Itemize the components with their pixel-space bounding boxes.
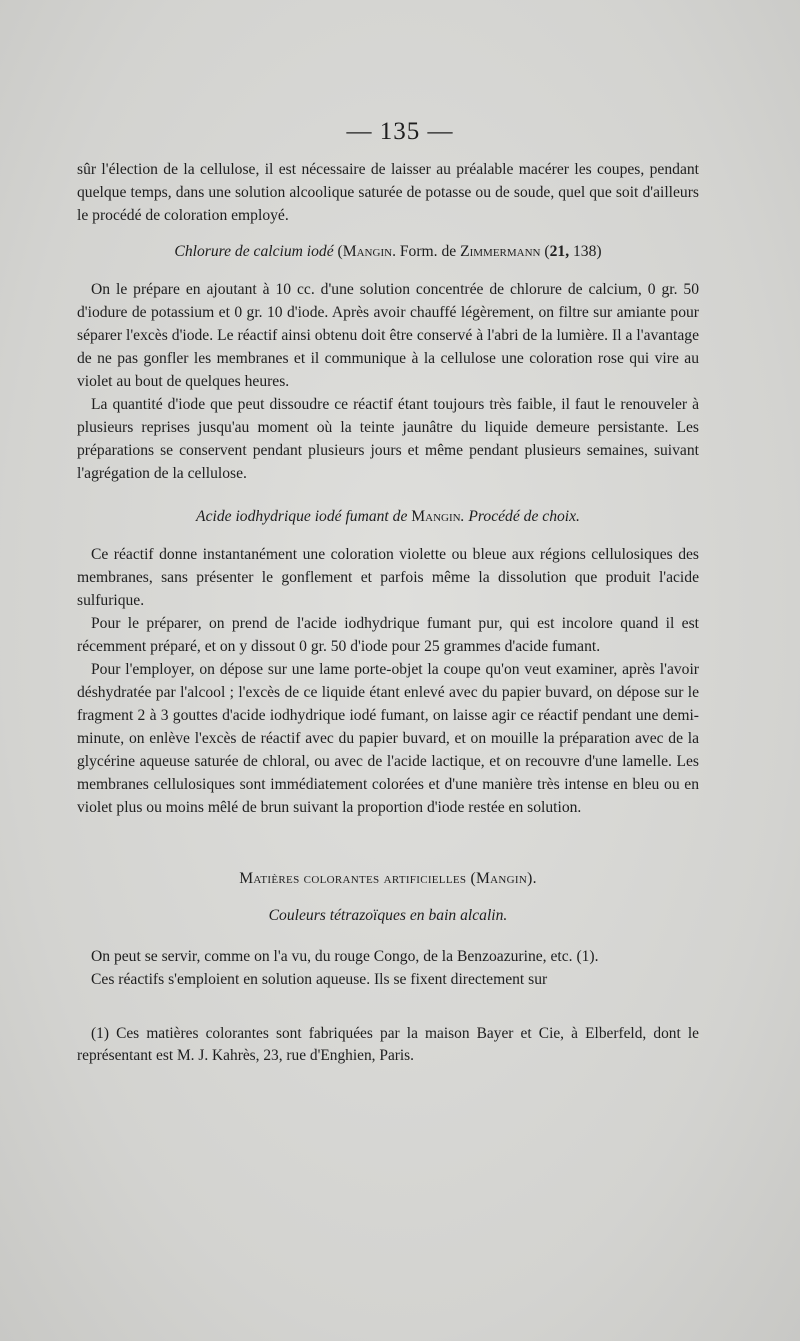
page-number: — 135 — bbox=[346, 118, 454, 145]
intro-paragraph: sûr l'élection de la cellulose, il est nécessaire de laisser au préalable macérer les coupes, pendant quelque temps, dans une solution alcoolique saturée de potasse ou de soude, quel que soit d'ailleurs le procédé de coloration employé. bbox=[77, 161, 699, 224]
acide-heading: Acide iodhydrique iodé fumant de Mangin. Procédé de choix. bbox=[196, 508, 580, 525]
chlorure-heading: Chlorure de calcium iodé (Mangin. Form. de Zimmermann (21, 138) bbox=[174, 243, 602, 260]
footnote bbox=[77, 1023, 699, 1067]
footnote-text: (1) Ces matières colorantes sont fabriquées par la maison Bayer et Cie, à Elberfeld, dont le représentant est M. J. Kahrès, 23, rue d'Enghien, Paris. bbox=[77, 1025, 699, 1064]
chlorure-paragraph-1: On le prépare en ajoutant à 10 cc. d'une solution concentrée de chlorure de calcium, 0 gr. 50 d'iodure de potassium et 0 gr. 10 d'iode. Après avoir chauffé légèrement, on filtre sur amiante pour séparer l'excès d'iode. Le réactif ainsi obtenu doit être conservé à l'abri de la lumière. Il a l'avantage de ne pas gonfler les membranes et il communique à la cellulose une coloration rose qui vire au violet au bout de quelques heures. bbox=[77, 281, 699, 390]
chlorure-paragraph-2: La quantité d'iode que peut dissoudre ce réactif étant toujours très faible, il faut le renouveler à plusieurs reprises jusqu'au moment où la teinte jaunâtre du liquide demeure persistante. Les préparations se conservent pendant plusieurs jours et même pendant plusieurs semaines, suivant l'agrégation de la cellulose. bbox=[77, 396, 699, 482]
acide-paragraph-3: Pour l'employer, on dépose sur une lame porte-objet la coupe qu'on veut examiner, après l'avoir déshydratée par l'alcool ; l'excès de ce liquide étant enlevé avec du papier buvard, on dépose sur le fragment 2 à 3 gouttes d'acide iodhydrique iodé fumant, on laisse agir ce réactif pendant une demi-minute, on enlève l'excès de réactif avec du papier buvard, et on mouille la préparation avec de la glycérine aqueuse saturée de chloral, ou avec de l'acide lactique, et on recouvre d'une lamelle. Les membranes cellulosiques sont immédiatement colorées et d'une manière très intense en bleu ou en violet plus ou moins mêlé de brun suivant la proportion d'iode restée en solution. bbox=[77, 661, 699, 816]
colorantes-paragraph-1: On peut se servir, comme on l'a vu, du rouge Congo, de la Benzoazurine, etc. (1). bbox=[91, 948, 599, 965]
colorantes-paragraph-2: Ces réactifs s'emploient en solution aqueuse. Ils se fixent directement sur bbox=[91, 971, 548, 988]
acide-paragraph-1: Ce réactif donne instantanément une coloration violette ou bleue aux régions cellulosiques des membranes, sans présenter le gonflement et parfois même la dissolution que produit l'acide sulfurique. bbox=[77, 546, 699, 609]
page-body bbox=[77, 158, 699, 1067]
section-title: Matières colorantes artificielles (Mangin). bbox=[239, 870, 537, 887]
section-subtitle: Couleurs tétrazoïques en bain alcalin. bbox=[268, 907, 508, 924]
acide-paragraph-2: Pour le préparer, on prend de l'acide iodhydrique fumant pur, qui est incolore quand il est récemment préparé, et on y dissout 0 gr. 50 d'iode pour 25 grammes d'acide fumant. bbox=[77, 615, 699, 655]
